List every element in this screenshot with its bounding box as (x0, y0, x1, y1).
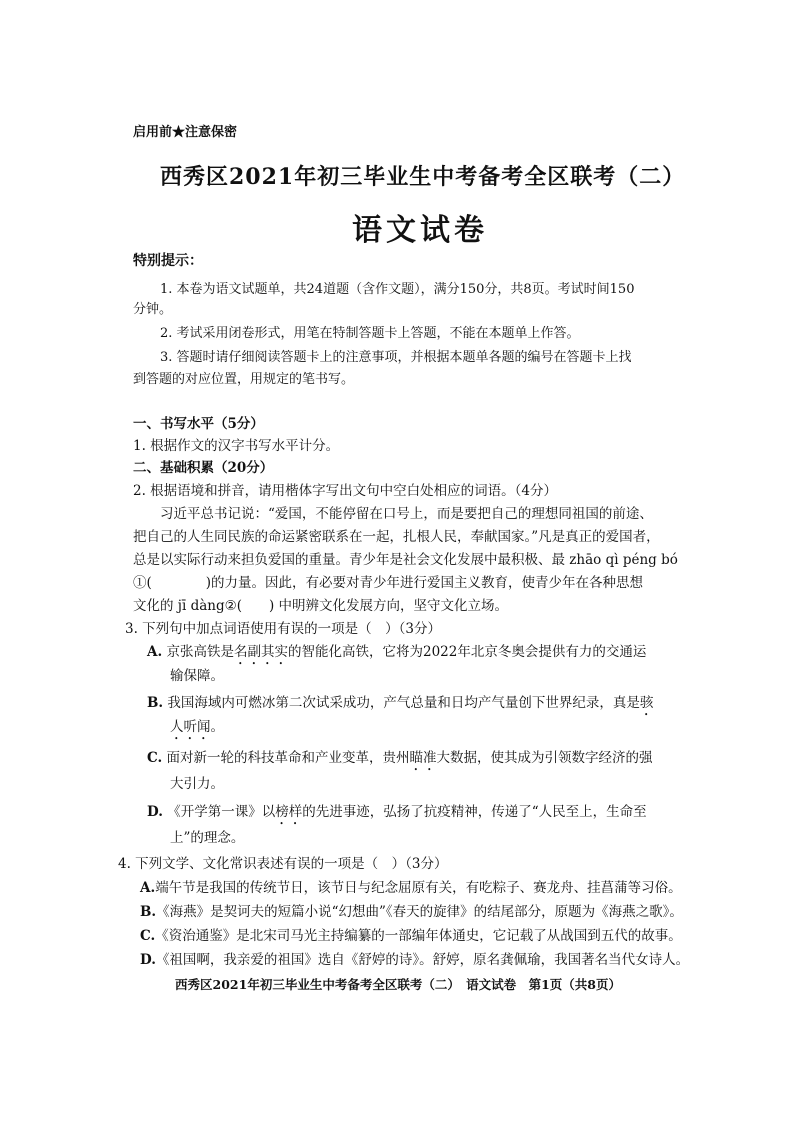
passage-line: ①( )的力量。因此，有必要对青少年进行爱国主义教育，使青少年在各种思想 (133, 575, 644, 591)
note-line: 分钟。 (133, 302, 173, 317)
option-letter: B. (140, 904, 157, 920)
question-2: 2. 根据语境和拼音，请用楷体字写出文句中空白处相应的词语。（4分） (133, 483, 558, 499)
option-a-cont: 输保障。 (170, 668, 224, 684)
option-letter: A. (140, 880, 156, 896)
option-text: 《资治通鉴》是北宋司马光主持编纂的一部编年体通史，它记载了从战国到五代的故事。 (155, 928, 682, 944)
passage-line: 文化的 jī dàng②( ) 中明辨文化发展方向，坚守文化立场。 (133, 598, 509, 614)
option-letter: C. (147, 750, 163, 766)
section-heading: 一、书写水平（5分） (133, 416, 264, 432)
dotted-word: 瞄准 (409, 750, 437, 766)
note-line: 1. 本卷为语文试题单，共24道题（含作文题），满分150分，共8页。考试时间150 (160, 282, 635, 297)
note-line: 到答题的对应位置，用规定的笔书写。 (133, 372, 355, 387)
question-4: 4. 下列文学、文化常识表述有误的一项是（ ）（3分） (118, 856, 448, 872)
note-line: 3. 答题时请仔细阅读答题卡上的注意事项，并根据本题单各题的编号在答题卡上找 (160, 350, 632, 365)
option-text: 端午节是我国的传统节日，该节日与纪念屈原有关，有吃粽子、赛龙舟、挂菖蒲等习俗。 (155, 880, 682, 896)
dotted-word: 骇 (639, 695, 654, 711)
option-text: 。 (210, 719, 224, 735)
passage-line: 把自己的人生同民族的命运紧密联系在一起，扎根人民，奉献国家。”凡是真正的爱国者， (133, 529, 660, 545)
option-text: 面对新一轮的科技革命和产业变革，贵州 (166, 750, 410, 766)
passage-line: 习近平总书记说：“爱国，不能停留在口号上，而是要把自己的理想同祖国的前途、 (160, 506, 653, 522)
option-letter: D. (147, 804, 163, 820)
option-letter: C. (140, 928, 156, 944)
exam-subtitle: 语文试卷 (352, 213, 488, 248)
option-text: 《开学第一课》以 (167, 804, 276, 820)
confidential-label: 启用前★注意保密 (133, 125, 238, 140)
option-d (147, 800, 647, 828)
option-c-cont: 大引力。 (170, 776, 224, 792)
option-d-cont: 上”的理念。 (170, 830, 245, 846)
option-text: 《海燕》是契诃夫的短篇小说“幻想曲”《春天的旋律》的结尾部分，原题为《海燕之歌》。 (156, 904, 683, 920)
note-line: 2. 考试采用闭卷形式，用笔在特制答题卡上答题，不能在本题单上作答。 (160, 326, 580, 341)
option-text: 的智能化高铁，它将为2022年北京冬奥会提供有力的交通运 (287, 644, 647, 660)
option-text: 《祖国啊，我亲爱的祖国》选自《舒婷的诗》。舒婷，原名龚佩瑜，我国著名当代女诗人。 (155, 952, 690, 968)
q4-option-d (140, 948, 689, 968)
passage-line: 总是以实际行动来担负爱国的重量。青少年是社会文化发展中最积极、最 zhāo qì péng bó (133, 552, 678, 568)
q4-option-c (140, 924, 682, 944)
question-1: 1. 根据作文的汉字书写水平计分。 (133, 438, 340, 454)
q4-option-b (140, 900, 683, 920)
option-letter: A. (147, 644, 163, 660)
option-text: 的先进事迹，弘扬了抗疫精神，传递了“人民至上，生命至 (302, 804, 647, 820)
dotted-word: 名副其实 (233, 644, 288, 660)
option-text: 京张高铁是 (166, 644, 234, 660)
option-text: 我国海域内可燃冰第二次试采成功，产气总量和日均产气量创下世界纪录，真是 (167, 695, 640, 711)
option-letter: D. (140, 952, 156, 968)
q4-option-a (140, 876, 682, 896)
option-letter: B. (147, 695, 164, 711)
notes-heading: 特别提示： (133, 253, 203, 269)
dotted-word: 人听闻 (170, 719, 211, 735)
option-c (147, 746, 653, 774)
dotted-word: 榜样 (275, 804, 303, 820)
question-3: 3. 下列句中加点词语使用有误的一项是（ ）（3分） (125, 621, 442, 637)
section-heading: 二、基础积累（20分） (133, 460, 274, 476)
option-b-cont (170, 715, 224, 743)
exam-title: 西秀区2021年初三毕业生中考备考全区联考（二） (160, 164, 686, 190)
option-text: 大数据，使其成为引领数字经济的强 (436, 750, 653, 766)
page-footer: 西秀区2021年初三毕业生中考备考全区联考（二） 语文试卷 第1页（共8页） (175, 977, 621, 992)
